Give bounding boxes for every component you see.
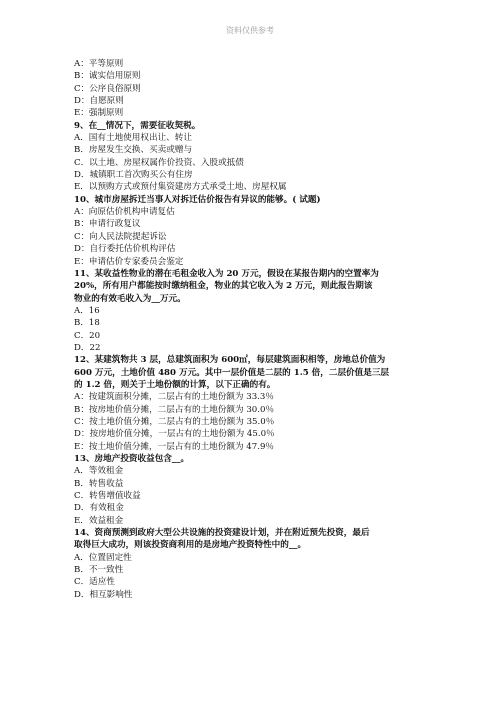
answer-option: A．国有土地使用权出让、转让 — [74, 133, 192, 144]
question-text-line: 12、某建筑物共 3 层，总建筑面积为 600㎡，每层建筑面积相等，房地总价值为 — [74, 355, 386, 366]
answer-option: E．以预购方式或预付集资建房方式承受土地、房屋权属 — [74, 182, 287, 193]
answer-option: D：自行委托估价机构评估 — [74, 244, 176, 255]
answer-option: B．转售收益 — [74, 478, 124, 489]
answer-option: A．位置固定性 — [74, 552, 132, 563]
answer-option: D．22 — [74, 342, 101, 353]
answer-option: D．有效租金 — [74, 503, 124, 514]
question-text-line: 物业的有效毛收入为__万元。 — [74, 293, 186, 304]
answer-option: E：强制原则 — [74, 108, 124, 119]
answer-option: B：诚实信用原则 — [74, 71, 141, 82]
question-text-line: 14、资商预测到政府大型公共设施的投资建设计划，并在附近预先投资，最后 — [74, 528, 370, 539]
answer-option: E．效益租金 — [74, 515, 124, 526]
answer-option: C．转售增值收益 — [74, 491, 141, 502]
page-header: 资料仅供参考 — [226, 26, 274, 35]
answer-option: C：向人民法院提起诉讼 — [74, 231, 167, 242]
answer-option: C：公序良俗原则 — [74, 83, 141, 94]
answer-option: A．16 — [74, 305, 100, 316]
answer-option: B．房屋发生交换、买卖或赠与 — [74, 145, 193, 156]
question-text-line: 600 万元，土地价值 480 万元。其中一层价值是二层的 1.5 倍，二层价值是三层 — [74, 367, 390, 378]
answer-option: D：自愿原则 — [74, 96, 124, 107]
question-text-line: 10、城市房屋拆迁当事人对拆迁估价报告有异议的能够。( 试题) — [74, 194, 321, 205]
question-text-line: 的 1.2 倍，则关于土地份额的计算，以下正确的有。 — [74, 379, 276, 390]
answer-option: D：按房地价值分摊，一层占有的土地份额为 45.0％ — [74, 429, 275, 440]
answer-option: D．城镇职工首次购买公有住房 — [74, 170, 193, 181]
answer-option: E：申请估价专家委员会鉴定 — [74, 256, 184, 267]
answer-option: E：按土地价值分摊，一层占有的土地份额为 47.9％ — [74, 441, 275, 452]
answer-option: C．20 — [74, 330, 101, 341]
question-text-line: 13、房地产投资收益包含__。 — [74, 454, 190, 464]
question-text-line: 20%，所有用户都能按时缴纳租金，物业的其它收入为 2 万元，则此报告期该 — [74, 281, 373, 292]
answer-option: B：申请行政复议 — [74, 219, 141, 230]
document-body — [74, 58, 434, 601]
answer-option: B．不一致性 — [74, 565, 124, 576]
answer-option: C．以土地、房屋权属作价投资、入股或抵债 — [74, 157, 244, 168]
question-text-line: 11、某收益性物业的潜在毛租金收入为 20 万元，假设在某报告期内的空置率为 — [74, 268, 379, 279]
answer-option: A：平等原则 — [74, 59, 124, 69]
answer-option: C：按土地价值分摊，二层占有的土地份额为 35.0％ — [74, 416, 275, 427]
answer-option: C．适应性 — [74, 577, 115, 588]
answer-option: A：按建筑面积分摊，二层占有的土地份额为 33.3％ — [74, 392, 274, 403]
answer-option: B．18 — [74, 318, 100, 329]
answer-option: A．等效租金 — [74, 466, 124, 477]
question-text-line: 取得巨大成功，则该投资商利用的是房地产投资特性中的__。 — [74, 540, 307, 551]
question-text-line: 9、在__情况下，需要征收契税。 — [74, 120, 201, 131]
answer-option: D．相互影响性 — [74, 589, 133, 600]
answer-option: A：向原估价机构申请复估 — [74, 207, 175, 218]
answer-option: B：按房地价值分摊，二层占有的土地份额为 30.0％ — [74, 404, 275, 415]
